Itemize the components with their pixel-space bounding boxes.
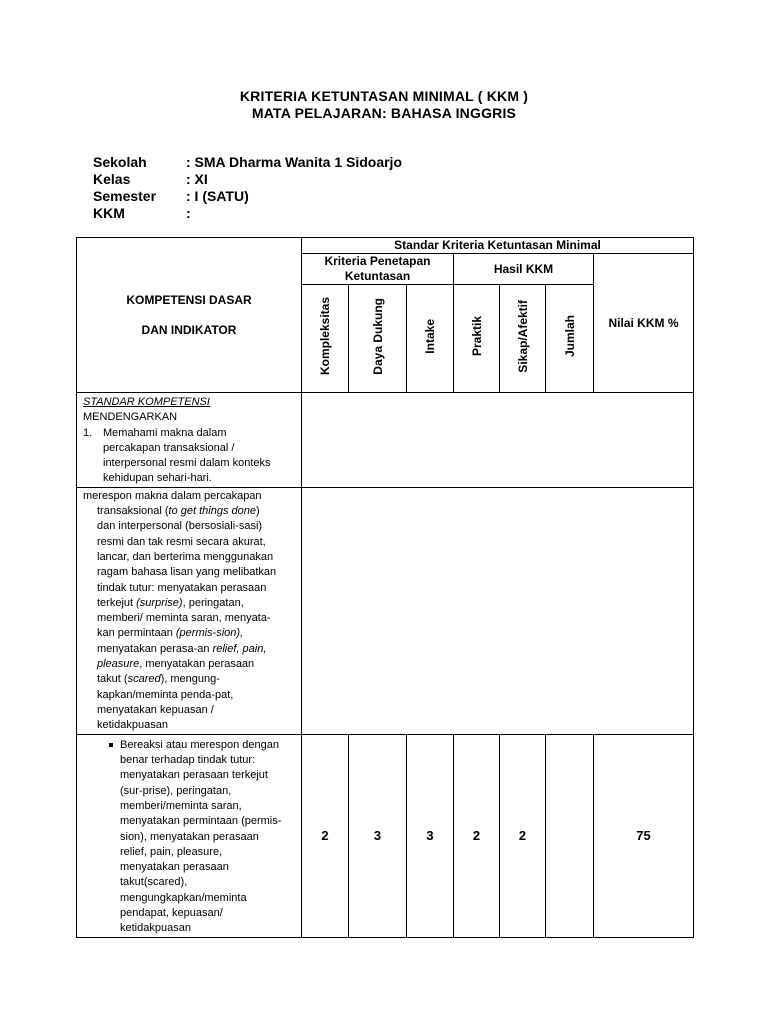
info-label: Kelas [93,171,131,187]
standar-kompetensi-cell [77,393,302,488]
text-line: Bereaksi atau merespon dengan [120,738,279,751]
text-line: takut(scared), [120,876,188,889]
kompetensi-dasar-cell [77,487,302,734]
bullet-square-icon [109,743,113,747]
text-line: memberi/meminta saran, [120,799,242,812]
text-line: menyatakan perasa-an relief, pain, [97,642,267,655]
text-line: pleasure, menyatakan perasaan [97,658,255,671]
standar-header: Standar Kriteria Ketuntasan Minimal [302,238,694,254]
text-line: kapkan/meminta penda-pat, [97,688,234,701]
info-label: Semester [93,188,157,204]
school-info [93,154,493,222]
text-line: ketidakpuasan [97,719,168,732]
text-line: transaksional (to get things done) [97,505,260,518]
score-kompleksitas: 2 [302,734,349,937]
info-row-semester [93,188,493,205]
text-line: Memahami makna dalam [103,426,227,439]
text-line: mengungkapkan/meminta [120,891,247,904]
text-line: lancar, dan berterima menggunakan [97,550,274,563]
score-jumlah [546,734,594,937]
text-line: menyatakan perasaan terkejut [120,769,268,782]
col-daya-dukung: Daya Dukung [349,285,407,393]
kompetensi-header-line1: KOMPETENSI DASAR [126,293,252,307]
info-value: : XI [186,171,208,187]
score-daya-dukung: 3 [349,734,407,937]
text-line: terkejut (surprise), peringatan, [97,596,244,609]
kd-first-line: merespon makna dalam percakapan [83,489,262,502]
hasil-header: Hasil KKM [454,254,594,285]
col-kompleksitas: Kompleksitas [302,285,349,393]
col-sikap-afektif: Sikap/Afektif [500,285,546,393]
nilai-header: Nilai KKM % [594,254,694,393]
standar-kompetensi-item [83,426,297,487]
text-line: relief, pain, pleasure, [120,845,223,858]
score-sikap-afektif: 2 [500,734,546,937]
info-label: KKM [93,205,125,221]
text-line: kehidupan sehari-hari. [103,472,212,485]
kriteria-header-line2: Ketuntasan [344,269,411,283]
info-value: : [186,205,191,221]
info-value: : I (SATU) [186,188,249,204]
kompetensi-header-line2: DAN INDIKATOR [141,323,237,337]
col-jumlah: Jumlah [546,285,594,393]
standar-kompetensi-label: STANDAR KOMPETENSI [83,396,210,408]
info-row-sekolah [93,154,493,171]
kriteria-header-line1: Kriteria Penetapan [324,254,431,268]
text-line: menyatakan perasaan [120,861,229,874]
score-praktik: 2 [454,734,500,937]
info-label: Sekolah [93,154,147,170]
kkm-table [76,237,694,938]
text-line: kan permintaan (permis-sion), [97,627,244,640]
text-line: menyatakan permintaan (permis- [120,815,282,828]
text-line: dan interpersonal (bersosiali-sasi) [97,520,263,533]
text-line: interpersonal resmi dalam konteks [103,457,271,470]
text-line: ragam bahasa lisan yang melibatkan [97,566,277,579]
text-line: sion), menyatakan perasaan [120,830,259,843]
col-intake: Intake [407,285,454,393]
info-row-kelas [93,171,493,188]
standar-kompetensi-skill: MENDENGARKAN [83,411,178,424]
text-line: resmi dan tak resmi secara akurat, [97,535,266,548]
score-nilai-kkm: 75 [594,734,694,937]
empty-merged-cell [302,487,694,734]
kriteria-header [302,254,454,285]
document-subtitle: MATA PELAJARAN: BAHASA INGGRIS [251,105,517,121]
indikator-cell [77,734,302,937]
text-line: tindak tutur: menyatakan perasaan [97,581,267,594]
empty-merged-cell [302,393,694,488]
text-line: menyatakan kepuasan / [97,703,214,716]
col-praktik: Praktik [454,285,500,393]
info-value: : SMA Dharma Wanita 1 Sidoarjo [186,154,402,170]
indikator-text [105,738,297,937]
kompetensi-header [77,238,302,393]
text-line: memberi/ meminta saran, menyata- [97,612,271,625]
score-intake: 3 [407,734,454,937]
kd-body [83,504,297,733]
text-line: (sur-prise), peringatan, [120,784,232,797]
info-row-kkm [93,205,493,222]
item-number: 1. [83,426,93,439]
text-line: ketidakpuasan [120,922,191,935]
text-line: takut (scared), mengung- [97,673,220,686]
text-line: benar terhadap tindak tutur: [120,754,256,767]
text-line: pendapat, kepuasan/ [120,907,223,920]
document-title: KRITERIA KETUNTASAN MINIMAL ( KKM ) [239,88,529,104]
text-line: percakapan transaksional / [103,441,235,454]
